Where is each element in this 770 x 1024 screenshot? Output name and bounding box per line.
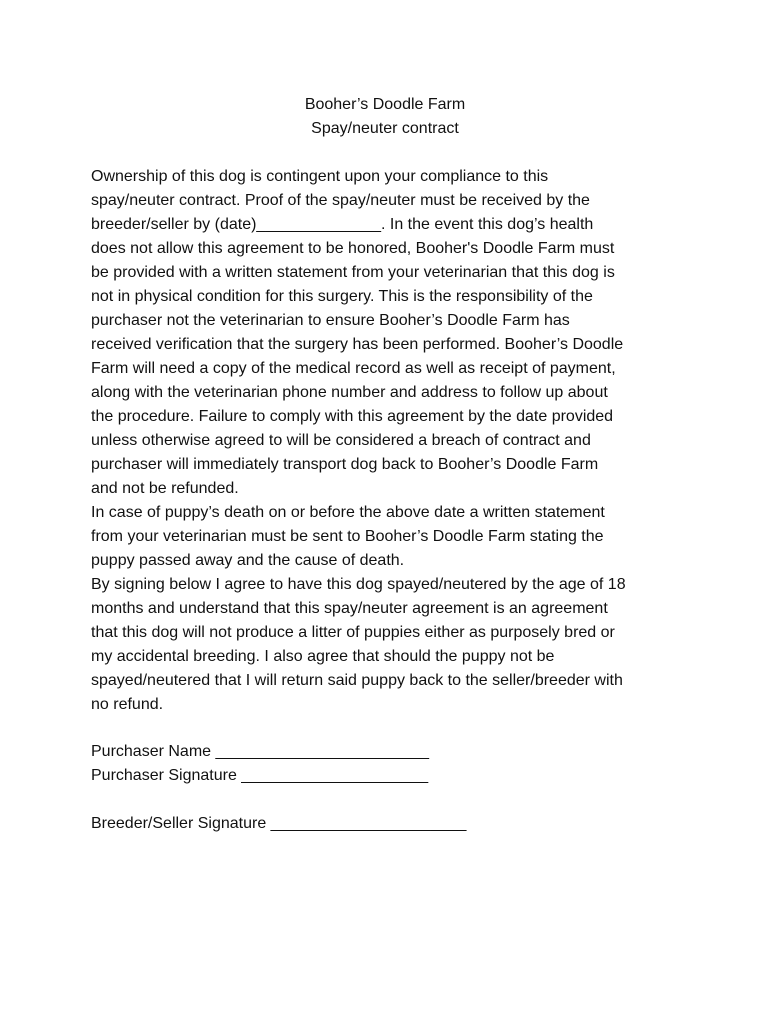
document-subtitle: Spay/neuter contract bbox=[311, 120, 459, 137]
purchaser-name-line: Purchaser Name ________________________ bbox=[91, 743, 430, 760]
purchaser-signature-line: Purchaser Signature _____________________ bbox=[91, 767, 429, 784]
paragraph-ownership: Ownership of this dog is contingent upon your compliance to this spay/neuter contract. Proof of the spay/neuter must be received by the breeder/seller by (date)______________. In the event this dog’s health does not allow this agreement to be honored, Booher's Doodle Farm must be provided with a written statement from your veterinarian that this dog is not in physical condition for this surgery. This is the responsibility of the purchaser not the veterinarian to ensure Booher’s Doodle Farm has received verification that the surgery has been performed. Booher’s Doodle Farm will need a copy of the medical record as well as receipt of payment, along with the veterinarian phone number and address to follow up about the procedure. Failure to comply with this agreement by the date provided unless otherwise agreed to will be considered a breach of contract and purchaser will immediately transport dog back to Booher’s Doodle Farm and not be refunded. bbox=[91, 168, 624, 497]
paragraph-agreement: By signing below I agree to have this dog spayed/neutered by the age of 18 months and understand that this spay/neuter agreement is an agreement that this dog will not produce a litter of puppies either as purposely bred or my accidental breeding. I also agree that should the puppy not be spayed/neutered that I will return said puppy back to the seller/breeder with no refund. bbox=[91, 576, 626, 713]
breeder-signature-line: Breeder/Seller Signature ______________________ bbox=[91, 815, 467, 832]
contract-body bbox=[91, 165, 691, 717]
document-title: Booher’s Doodle Farm bbox=[304, 96, 466, 113]
paragraph-death-clause: In case of puppy’s death on or before the above date a written statement from your veterinarian must be sent to Booher’s Doodle Farm stating the puppy passed away and the cause of death. bbox=[91, 504, 605, 569]
